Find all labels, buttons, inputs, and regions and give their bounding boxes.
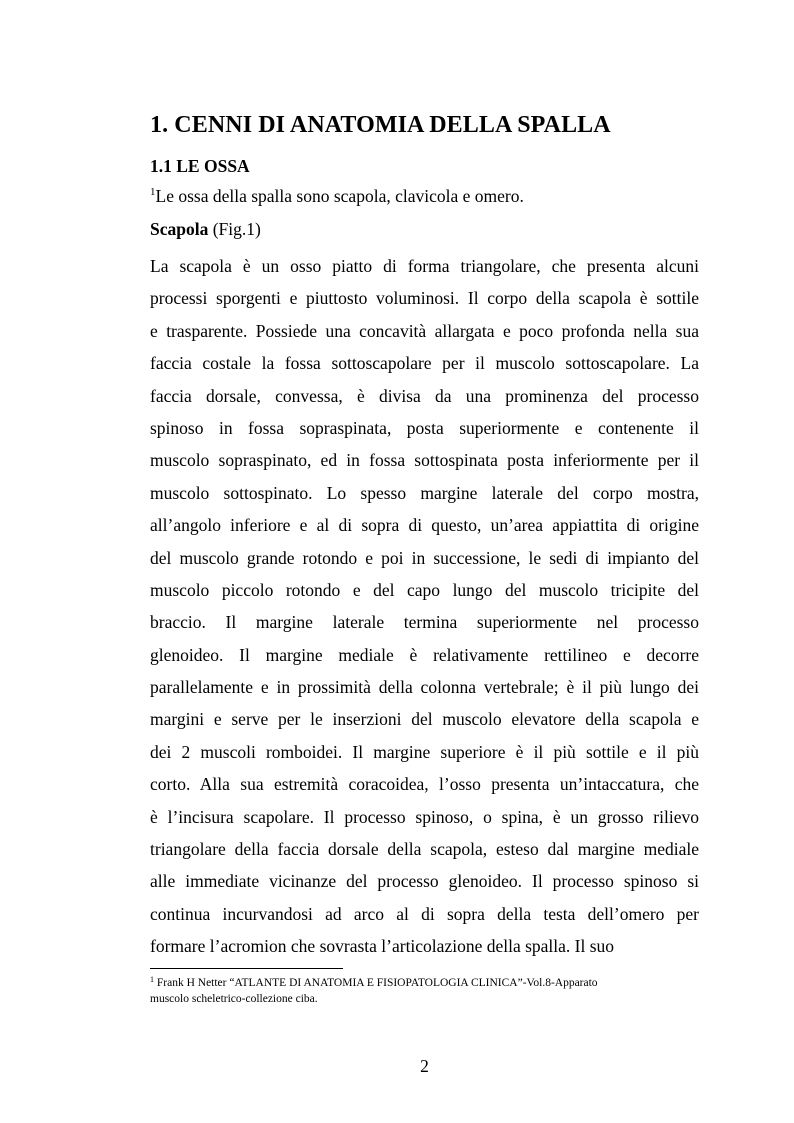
- body-line: La scapola è un osso piatto di forma triangolare, che presenta alcuni: [150, 256, 699, 276]
- body-line: faccia costale la fossa sottoscapolare per il muscolo sottoscapolare. La: [150, 353, 699, 374]
- page-number: 2: [420, 1056, 429, 1076]
- body-line: dei 2 muscoli romboidei. Il margine superiore è il più sottile e il più: [150, 741, 699, 762]
- footnote-marker: 1: [150, 975, 154, 984]
- footnote-reference[interactable]: 1: [150, 186, 156, 198]
- body-line: all’angolo inferiore e al di sopra di questo, un’area appiattita di origine: [150, 515, 699, 536]
- section-title: 1.1 LE OSSA: [150, 156, 250, 176]
- body-line: corto. Alla sua estremità coracoidea, l’osso presenta un’intaccatura, che: [150, 774, 699, 795]
- body-line: formare l’acromion che sovrasta l’articolazione della spalla. Il suo: [150, 936, 615, 957]
- body-line: spinoso in fossa sopraspinata, posta superiormente e contenente il: [150, 417, 699, 438]
- body-line: alle immediate vicinanze del processo glenoideo. Il processo spinoso si: [150, 871, 699, 892]
- body-line: del muscolo grande rotondo e poi in successione, le sedi di impianto del: [150, 547, 699, 568]
- footnote-line: [150, 975, 699, 991]
- body-line: parallelamente e in prossimità della colonna vertebrale; è il più lungo dei: [150, 677, 699, 698]
- footnote-citation: Frank H Netter “ATLANTE DI ANATOMIA E FISIOPATOLOGIA CLINICA”-Vol.8-Apparato: [154, 977, 598, 989]
- body-line: muscolo sopraspinato, ed in fossa sottospinata posta inferiormente per il: [150, 450, 699, 471]
- body-line: muscolo piccolo rotondo e del capo lungo del muscolo tricipite del: [150, 579, 699, 600]
- chapter-title: 1. CENNI DI ANATOMIA DELLA SPALLA: [150, 112, 611, 138]
- document-page: [150, 0, 699, 1123]
- body-line: faccia dorsale, convessa, è divisa da una prominenza del processo: [150, 385, 699, 406]
- footnote: [150, 975, 699, 1007]
- intro-text: Le ossa della spalla sono scapola, clavicola e omero.: [155, 186, 524, 206]
- footnote-line: muscolo scheletrico-collezione ciba.: [150, 993, 318, 1005]
- body-paragraph: [150, 250, 699, 963]
- footnote-divider: [150, 968, 343, 969]
- body-line: braccio. Il margine laterale termina superiormente nel processo: [150, 612, 699, 633]
- figure-reference: (Fig.1): [208, 219, 261, 239]
- body-line: muscolo sottospinato. Lo spesso margine laterale del corpo mostra,: [150, 482, 699, 503]
- subsection-heading-bold: Scapola: [150, 219, 209, 239]
- body-line: continua incurvandosi ad arco al di sopra della testa dell’omero per: [150, 903, 699, 924]
- body-line: margini e serve per le inserzioni del muscolo elevatore della scapola e: [150, 709, 699, 730]
- body-line: e trasparente. Possiede una concavità allargata e poco profonda nella sua: [150, 320, 699, 341]
- intro-paragraph: [150, 186, 524, 207]
- body-line: processi sporgenti e piuttosto voluminosi. Il corpo della scapola è sottile: [150, 288, 699, 309]
- subsection-heading: [150, 219, 261, 240]
- body-line: glenoideo. Il margine mediale è relativamente rettilineo e decorre: [150, 644, 699, 665]
- body-line: è l’incisura scapolare. Il processo spinoso, o spina, è un grosso rilievo: [150, 806, 699, 827]
- body-line: triangolare della faccia dorsale della scapola, esteso dal margine mediale: [150, 839, 699, 860]
